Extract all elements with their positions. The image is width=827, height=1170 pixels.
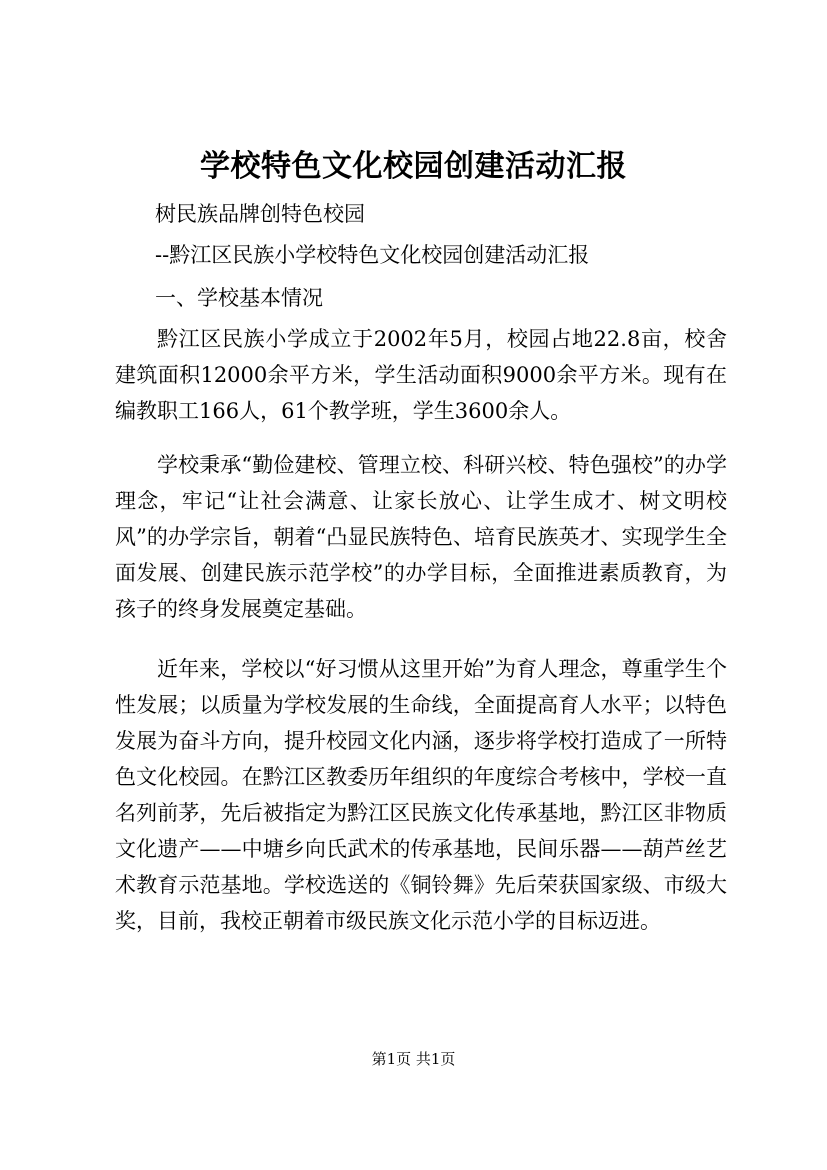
document-title: 学校特色文化校园创建活动汇报 xyxy=(200,149,627,184)
subtitle-line-1: 树民族品牌创特色校园 xyxy=(155,202,365,226)
paragraph-basic-info: 黔江区民族小学成立于2002年5月，校园占地22.8亩，校舍建筑面积12000余平方米，学生活动面积9000余平方米。现有在编教职工166人，61个教学班，学生3600余人。 xyxy=(115,327,727,423)
paragraph-recent-development: 近年来，学校以“好习惯从这里开始”为育人理念，尊重学生个性发展；以质量为学校发展的生命线，全面提高育人水平；以特色发展为奋斗方向，提升校园文化内涵，逐步将学校打造成了一所特色文化校园。在黔江区教委历年组织的年度综合考核中，学校一直名列前茅，先后被指定为黔江区民族文化传承基地，黔江区非物质文化遗产——中塘乡向氏武术的传承基地，民间乐器——葫芦丝艺术教育示范基地。学校选送的《铜铃舞》先后荣获国家级、市级大奖，目前，我校正朝着市级民族文化示范小学的目标迈进。 xyxy=(115,657,727,933)
subtitle-line-2: --黔江区民族小学校特色文化校园创建活动汇报 xyxy=(155,243,590,267)
section-heading: 一、学校基本情况 xyxy=(155,286,323,310)
paragraph-school-philosophy: 学校秉承“勤俭建校、管理立校、科研兴校、特色强校”的办学理念，牢记“让社会满意、让家长放心、让学生成才、树文明校风”的办学宗旨，朝着“凸显民族特色、培育民族英才、实现学生全面发展、创建民族示范学校”的办学目标，全面推进素质教育，为孩子的终身发展奠定基础。 xyxy=(115,453,727,621)
page-footer: 第1页 共1页 xyxy=(371,1050,456,1068)
